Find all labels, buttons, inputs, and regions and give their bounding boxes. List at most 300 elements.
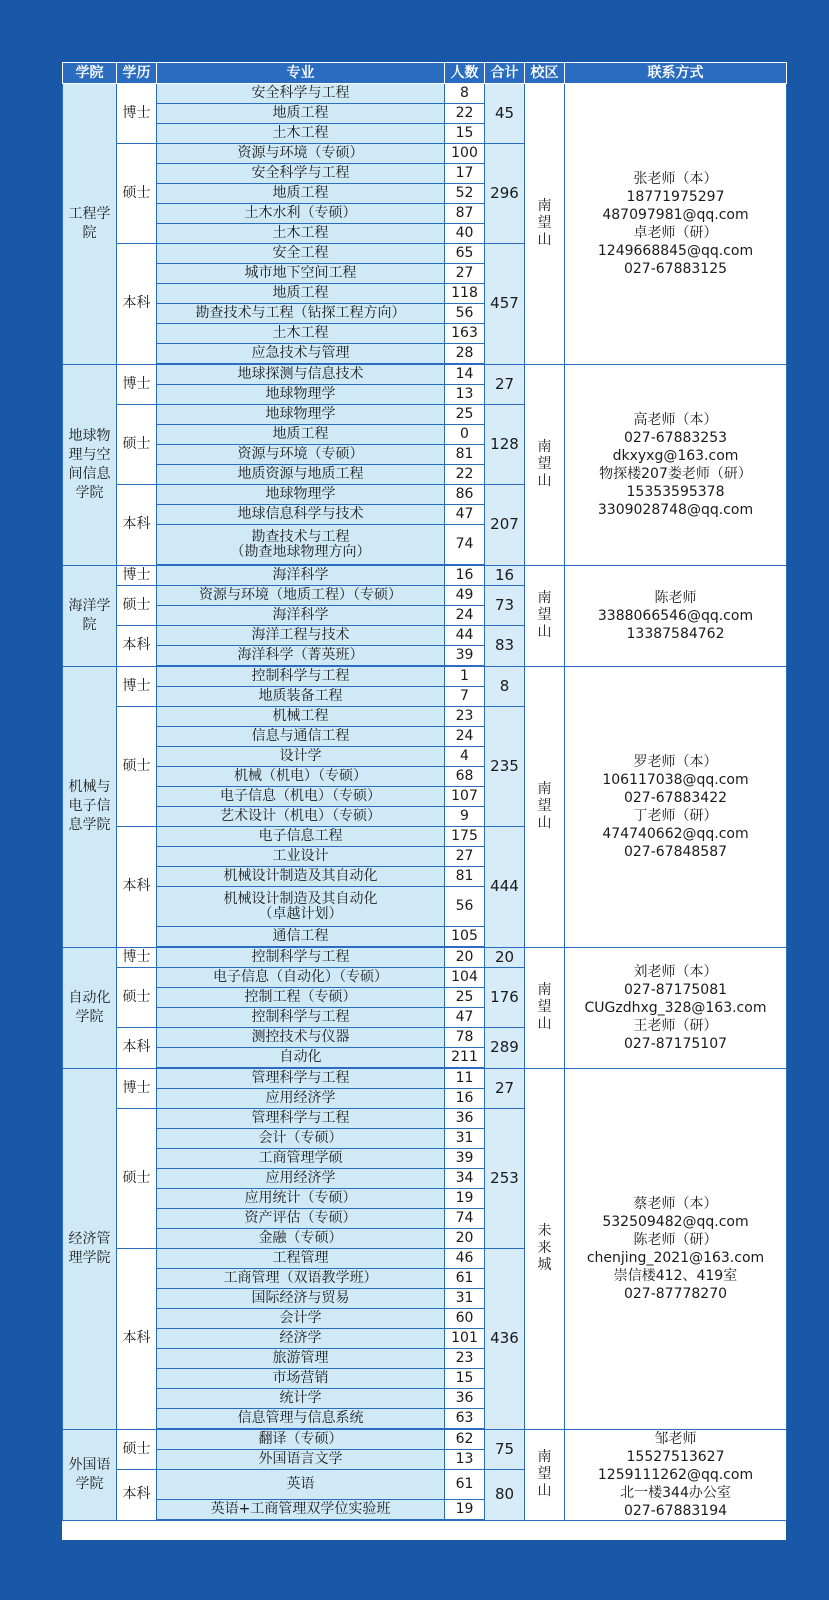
major-cell — [157, 1329, 445, 1349]
degree-cell: 本科 — [117, 1470, 157, 1521]
major-cell — [157, 1048, 445, 1069]
contact-line: 卓老师（研） — [633, 224, 718, 241]
degree-cell: 博士 — [117, 364, 157, 405]
college-name-cell — [63, 364, 117, 565]
major-name: 控制科学与工程 — [251, 668, 350, 684]
major-name: 外国语言文学 — [258, 1451, 343, 1467]
major-cell — [157, 727, 445, 747]
count-cell: 25 — [445, 405, 485, 425]
college-name-cell — [63, 1068, 117, 1429]
major-name: 工商管理（双语教学班） — [223, 1270, 378, 1286]
table-row — [63, 84, 787, 104]
major-name: 艺术设计（机电）（专硕） — [220, 808, 381, 824]
total-cell: 235 — [485, 707, 525, 827]
count-cell: 40 — [445, 224, 485, 244]
major-cell — [157, 425, 445, 445]
count-cell: 15 — [445, 1369, 485, 1389]
contact-line: dkxyxg@163.com — [612, 447, 739, 464]
major-name: 土木工程 — [272, 225, 329, 241]
college-name: 经济管理学院 — [68, 1230, 111, 1266]
count-cell: 87 — [445, 204, 485, 224]
count-cell: 27 — [445, 264, 485, 284]
major-name: 资源与环境（专硕） — [237, 446, 364, 462]
major-name: 工程管理 — [272, 1250, 329, 1266]
contact-line: 3388066546@qq.com — [597, 607, 754, 624]
major-name: 机械设计制造及其自动化 — [223, 868, 378, 884]
major-name: 应用经济学 — [265, 1170, 336, 1186]
major-name: 信息与通信工程 — [251, 728, 350, 744]
count-cell: 24 — [445, 727, 485, 747]
contact-line: 邹老师 — [654, 1430, 697, 1447]
contact-line: 1259111262@qq.com — [597, 1466, 754, 1483]
major-name: 海洋科学（菁英班） — [237, 647, 364, 663]
count-cell: 23 — [445, 1349, 485, 1369]
contact-cell — [565, 1068, 787, 1429]
count-cell: 20 — [445, 1229, 485, 1249]
major-cell — [157, 1369, 445, 1389]
college-name: 外国语学院 — [68, 1456, 111, 1492]
major-cell — [157, 485, 445, 505]
count-cell: 47 — [445, 505, 485, 525]
count-cell: 52 — [445, 184, 485, 204]
major-name: 土木水利（专硕） — [244, 205, 357, 221]
major-name: 应用经济学 — [265, 1090, 336, 1106]
degree-cell: 博士 — [117, 565, 157, 586]
major-cell — [157, 1028, 445, 1048]
college-name: 海洋学院 — [68, 597, 111, 633]
count-cell: 78 — [445, 1028, 485, 1048]
major-cell — [157, 968, 445, 988]
major-name: 工商管理学硕 — [258, 1150, 343, 1166]
major-cell — [157, 465, 445, 485]
count-cell: 34 — [445, 1169, 485, 1189]
count-cell: 22 — [445, 465, 485, 485]
total-cell: 83 — [485, 626, 525, 667]
degree-cell: 本科 — [117, 244, 157, 365]
major-name: 地质工程 — [272, 185, 329, 201]
major-name: 电子信息工程 — [258, 828, 343, 844]
major-name: 应用统计（专硕） — [244, 1190, 357, 1206]
contact-line: 487097981@qq.com — [602, 206, 749, 223]
campus-cell — [525, 947, 565, 1068]
major-cell — [157, 1349, 445, 1369]
major-cell — [157, 224, 445, 244]
campus-name: 南望山 — [537, 982, 552, 1032]
admissions-sheet — [62, 62, 786, 1540]
major-cell — [157, 104, 445, 124]
major-cell — [157, 807, 445, 827]
major-name: 管理科学与工程 — [251, 1110, 350, 1126]
major-cell — [157, 525, 445, 566]
college-name: 工程学院 — [68, 205, 111, 241]
major-name: 测控技术与仪器 — [251, 1029, 350, 1045]
contact-line: 027-67883125 — [623, 260, 728, 277]
major-cell — [157, 1309, 445, 1329]
major-cell — [157, 405, 445, 425]
major-cell — [157, 1149, 445, 1169]
degree-cell: 硕士 — [117, 1109, 157, 1249]
major-name: 土木工程 — [272, 325, 329, 341]
major-cell — [157, 687, 445, 707]
count-cell: 107 — [445, 787, 485, 807]
contact-cell — [565, 364, 787, 565]
major-cell — [157, 1429, 445, 1450]
campus-name: 未来城 — [537, 1223, 552, 1273]
count-cell: 60 — [445, 1309, 485, 1329]
major-cell — [157, 867, 445, 887]
count-cell: 56 — [445, 887, 485, 927]
count-cell: 47 — [445, 1008, 485, 1028]
contact-line: 物探楼207娄老师（研） — [599, 465, 752, 482]
header-total: 合计 — [485, 63, 525, 84]
campus-cell — [525, 565, 565, 666]
contact-line: 15527513627 — [626, 1448, 725, 1465]
contact-line: 高老师（本） — [633, 411, 718, 428]
campus-cell — [525, 364, 565, 565]
major-cell — [157, 988, 445, 1008]
major-name: 地质装备工程 — [258, 688, 343, 704]
total-cell: 8 — [485, 666, 525, 707]
total-cell: 45 — [485, 84, 525, 144]
major-name: 地质工程 — [272, 105, 329, 121]
contact-line: 崇信楼412、419室 — [613, 1267, 738, 1284]
contact-cell — [565, 565, 787, 666]
major-name: 资源与环境（专硕） — [237, 145, 364, 161]
total-cell: 457 — [485, 244, 525, 365]
major-name: 机械（机电）（专硕） — [234, 768, 367, 784]
contact-cell — [565, 947, 787, 1068]
major-name: 安全科学与工程 — [251, 165, 350, 181]
header-college: 学院 — [63, 63, 117, 84]
major-cell — [157, 606, 445, 626]
major-cell — [157, 445, 445, 465]
count-cell: 15 — [445, 124, 485, 144]
major-name: 英语+工商管理双学位实验班 — [210, 1501, 391, 1517]
count-cell: 28 — [445, 344, 485, 365]
major-cell — [157, 586, 445, 606]
count-cell: 44 — [445, 626, 485, 646]
major-name-suffix: （勘查地球物理方向） — [230, 543, 371, 560]
major-cell — [157, 787, 445, 807]
major-cell — [157, 505, 445, 525]
major-name: 地球物理学 — [265, 406, 336, 422]
major-name: 机械设计制造及其自动化 — [223, 890, 378, 907]
major-name: 控制科学与工程 — [251, 1009, 350, 1025]
contact-line: chenjing_2021@163.com — [586, 1249, 765, 1266]
count-cell: 175 — [445, 827, 485, 847]
count-cell: 19 — [445, 1500, 485, 1521]
major-name: 安全工程 — [272, 245, 329, 261]
major-name: 电子信息（自动化）（专硕） — [213, 969, 388, 985]
count-cell: 8 — [445, 84, 485, 104]
major-name: 统计学 — [279, 1390, 322, 1406]
major-cell — [157, 707, 445, 727]
total-cell: 27 — [485, 364, 525, 405]
major-name: 控制工程（专硕） — [244, 989, 357, 1005]
major-cell — [157, 626, 445, 646]
degree-cell: 硕士 — [117, 405, 157, 485]
degree-cell: 博士 — [117, 947, 157, 968]
major-name: 机械工程 — [272, 708, 329, 724]
major-name: 勘查技术与工程 — [251, 528, 350, 545]
contact-line: CUGzdhxg_328@163.com — [584, 999, 767, 1016]
count-cell: 101 — [445, 1329, 485, 1349]
count-cell: 62 — [445, 1429, 485, 1450]
major-cell — [157, 1209, 445, 1229]
major-name: 翻译（专硕） — [258, 1431, 343, 1447]
total-cell: 128 — [485, 405, 525, 485]
contact-line: 027-67848587 — [623, 843, 728, 860]
count-cell: 20 — [445, 947, 485, 968]
header-campus: 校区 — [525, 63, 565, 84]
count-cell: 36 — [445, 1109, 485, 1129]
header-row — [63, 63, 787, 84]
college-name-cell — [63, 666, 117, 947]
count-cell: 27 — [445, 847, 485, 867]
major-cell — [157, 827, 445, 847]
major-cell — [157, 84, 445, 104]
total-cell: 207 — [485, 485, 525, 566]
campus-name: 南望山 — [537, 781, 552, 831]
campus-cell — [525, 666, 565, 947]
major-cell — [157, 1229, 445, 1249]
total-cell: 75 — [485, 1429, 525, 1470]
major-name: 资产评估（专硕） — [244, 1210, 357, 1226]
contact-line: 027-87778270 — [623, 1285, 728, 1302]
contact-line: 丁老师（研） — [633, 807, 718, 824]
contact-line: 1249668845@qq.com — [597, 242, 754, 259]
major-name: 城市地下空间工程 — [244, 265, 357, 281]
major-cell — [157, 666, 445, 687]
count-cell: 105 — [445, 927, 485, 948]
contact-line: 18771975297 — [626, 188, 725, 205]
count-cell: 211 — [445, 1048, 485, 1069]
count-cell: 11 — [445, 1068, 485, 1089]
count-cell: 0 — [445, 425, 485, 445]
count-cell: 46 — [445, 1249, 485, 1269]
major-cell — [157, 264, 445, 284]
degree-cell: 硕士 — [117, 144, 157, 244]
major-cell — [157, 565, 445, 586]
college-name-cell — [63, 565, 117, 666]
count-cell: 16 — [445, 565, 485, 586]
contact-line: 474740662@qq.com — [602, 825, 749, 842]
header-contact: 联系方式 — [565, 63, 787, 84]
contact-line: 027-87175081 — [623, 981, 728, 998]
major-cell — [157, 1470, 445, 1500]
degree-cell: 本科 — [117, 485, 157, 566]
count-cell: 22 — [445, 104, 485, 124]
count-cell: 19 — [445, 1189, 485, 1209]
major-name: 电子信息（机电）（专硕） — [220, 788, 381, 804]
major-name: 海洋科学 — [272, 567, 329, 583]
major-cell — [157, 1089, 445, 1109]
major-name: 控制科学与工程 — [251, 949, 350, 965]
header-degree: 学历 — [117, 63, 157, 84]
degree-cell: 硕士 — [117, 586, 157, 626]
major-cell — [157, 144, 445, 164]
college-name: 自动化学院 — [68, 989, 111, 1025]
count-cell: 25 — [445, 988, 485, 1008]
degree-cell: 博士 — [117, 666, 157, 707]
contact-line: 027-67883253 — [623, 429, 728, 446]
contact-line: 王老师（研） — [633, 1017, 718, 1034]
major-cell — [157, 887, 445, 927]
count-cell: 74 — [445, 1209, 485, 1229]
degree-cell: 博士 — [117, 1068, 157, 1109]
contact-line: 北一楼344办公室 — [620, 1484, 731, 1501]
contact-line: 陈老师 — [654, 589, 697, 606]
major-name: 市场营销 — [272, 1370, 329, 1386]
count-cell: 61 — [445, 1269, 485, 1289]
contact-cell — [565, 84, 787, 365]
contact-line: 刘老师（本） — [633, 963, 718, 980]
count-cell: 13 — [445, 1450, 485, 1470]
total-cell: 444 — [485, 827, 525, 948]
major-cell — [157, 947, 445, 968]
count-cell: 4 — [445, 747, 485, 767]
table-body — [63, 84, 787, 1521]
major-cell — [157, 244, 445, 264]
major-name: 管理科学与工程 — [251, 1070, 350, 1086]
contact-line: 532509482@qq.com — [602, 1213, 749, 1230]
major-name: 地质工程 — [272, 285, 329, 301]
total-cell: 296 — [485, 144, 525, 244]
major-name: 勘查技术与工程（钻探工程方向） — [195, 305, 406, 321]
contact-line: 027-67883422 — [623, 789, 728, 806]
major-cell — [157, 767, 445, 787]
table-row — [63, 1429, 787, 1450]
campus-name: 南望山 — [537, 1449, 552, 1499]
major-cell — [157, 304, 445, 324]
major-name: 地质资源与地质工程 — [237, 466, 364, 482]
count-cell: 39 — [445, 1149, 485, 1169]
table-row — [63, 947, 787, 968]
count-cell: 36 — [445, 1389, 485, 1409]
major-name: 地球信息科学与技术 — [237, 506, 364, 522]
total-cell: 253 — [485, 1109, 525, 1249]
degree-cell: 本科 — [117, 1249, 157, 1430]
table-row — [63, 1068, 787, 1089]
major-name: 通信工程 — [272, 928, 329, 944]
major-cell — [157, 385, 445, 405]
major-name: 地球物理学 — [265, 486, 336, 502]
major-name: 金融（专硕） — [258, 1230, 343, 1246]
degree-cell: 硕士 — [117, 1429, 157, 1470]
major-cell — [157, 1389, 445, 1409]
major-name: 土木工程 — [272, 125, 329, 141]
major-name: 安全科学与工程 — [251, 85, 350, 101]
major-cell — [157, 1289, 445, 1309]
contact-cell — [565, 666, 787, 947]
count-cell: 68 — [445, 767, 485, 787]
total-cell: 80 — [485, 1470, 525, 1521]
major-name: 工业设计 — [272, 848, 329, 864]
major-name: 会计学 — [279, 1310, 322, 1326]
major-cell — [157, 324, 445, 344]
major-cell — [157, 847, 445, 867]
campus-name: 南望山 — [537, 198, 552, 249]
count-cell: 86 — [445, 485, 485, 505]
degree-cell: 博士 — [117, 84, 157, 144]
major-cell — [157, 1169, 445, 1189]
campus-name: 南望山 — [537, 439, 552, 489]
major-name: 资源与环境（地质工程）（专硕） — [199, 587, 402, 603]
contact-cell — [565, 1429, 787, 1520]
total-cell: 289 — [485, 1028, 525, 1069]
count-cell: 7 — [445, 687, 485, 707]
college-name: 机械与电子信息学院 — [68, 779, 111, 833]
contact-line: 蔡老师（本） — [633, 1195, 718, 1212]
major-cell — [157, 124, 445, 144]
major-cell — [157, 204, 445, 224]
major-name: 设计学 — [279, 748, 322, 764]
count-cell: 31 — [445, 1289, 485, 1309]
count-cell: 65 — [445, 244, 485, 264]
contact-line: 15353595378 — [626, 483, 725, 500]
major-cell — [157, 1189, 445, 1209]
count-cell: 14 — [445, 364, 485, 385]
major-cell — [157, 1008, 445, 1028]
college-name-cell — [63, 84, 117, 365]
count-cell: 16 — [445, 1089, 485, 1109]
major-name: 海洋科学 — [272, 607, 329, 623]
total-cell: 436 — [485, 1249, 525, 1430]
contact-line: 罗老师（本） — [633, 753, 718, 770]
major-cell — [157, 1450, 445, 1470]
campus-cell — [525, 1068, 565, 1429]
campus-cell — [525, 84, 565, 365]
count-cell: 104 — [445, 968, 485, 988]
major-cell — [157, 164, 445, 184]
major-name: 国际经济与贸易 — [251, 1290, 350, 1306]
count-cell: 23 — [445, 707, 485, 727]
major-cell — [157, 344, 445, 365]
count-cell: 118 — [445, 284, 485, 304]
count-cell: 17 — [445, 164, 485, 184]
count-cell: 74 — [445, 525, 485, 566]
major-cell — [157, 364, 445, 385]
count-cell: 81 — [445, 867, 485, 887]
admissions-table — [62, 62, 787, 1521]
count-cell: 49 — [445, 586, 485, 606]
contact-line: 106117038@qq.com — [602, 771, 749, 788]
major-name: 英语 — [286, 1476, 315, 1492]
degree-cell: 本科 — [117, 626, 157, 667]
major-name: 经济学 — [279, 1330, 322, 1346]
major-cell — [157, 1068, 445, 1089]
major-cell — [157, 1249, 445, 1269]
major-cell — [157, 1409, 445, 1430]
major-cell — [157, 184, 445, 204]
degree-cell: 硕士 — [117, 707, 157, 827]
major-name: 地球物理学 — [265, 386, 336, 402]
count-cell: 81 — [445, 445, 485, 465]
major-cell — [157, 1500, 445, 1521]
count-cell: 39 — [445, 646, 485, 667]
contact-line: 陈老师（研） — [633, 1231, 718, 1248]
contact-line: 027-87175107 — [623, 1035, 728, 1052]
major-cell — [157, 1269, 445, 1289]
major-cell — [157, 1109, 445, 1129]
count-cell: 61 — [445, 1470, 485, 1500]
header-count: 人数 — [445, 63, 485, 84]
degree-cell: 本科 — [117, 1028, 157, 1069]
header-major: 专业 — [157, 63, 445, 84]
major-name: 会计（专硕） — [258, 1130, 343, 1146]
count-cell: 31 — [445, 1129, 485, 1149]
count-cell: 56 — [445, 304, 485, 324]
